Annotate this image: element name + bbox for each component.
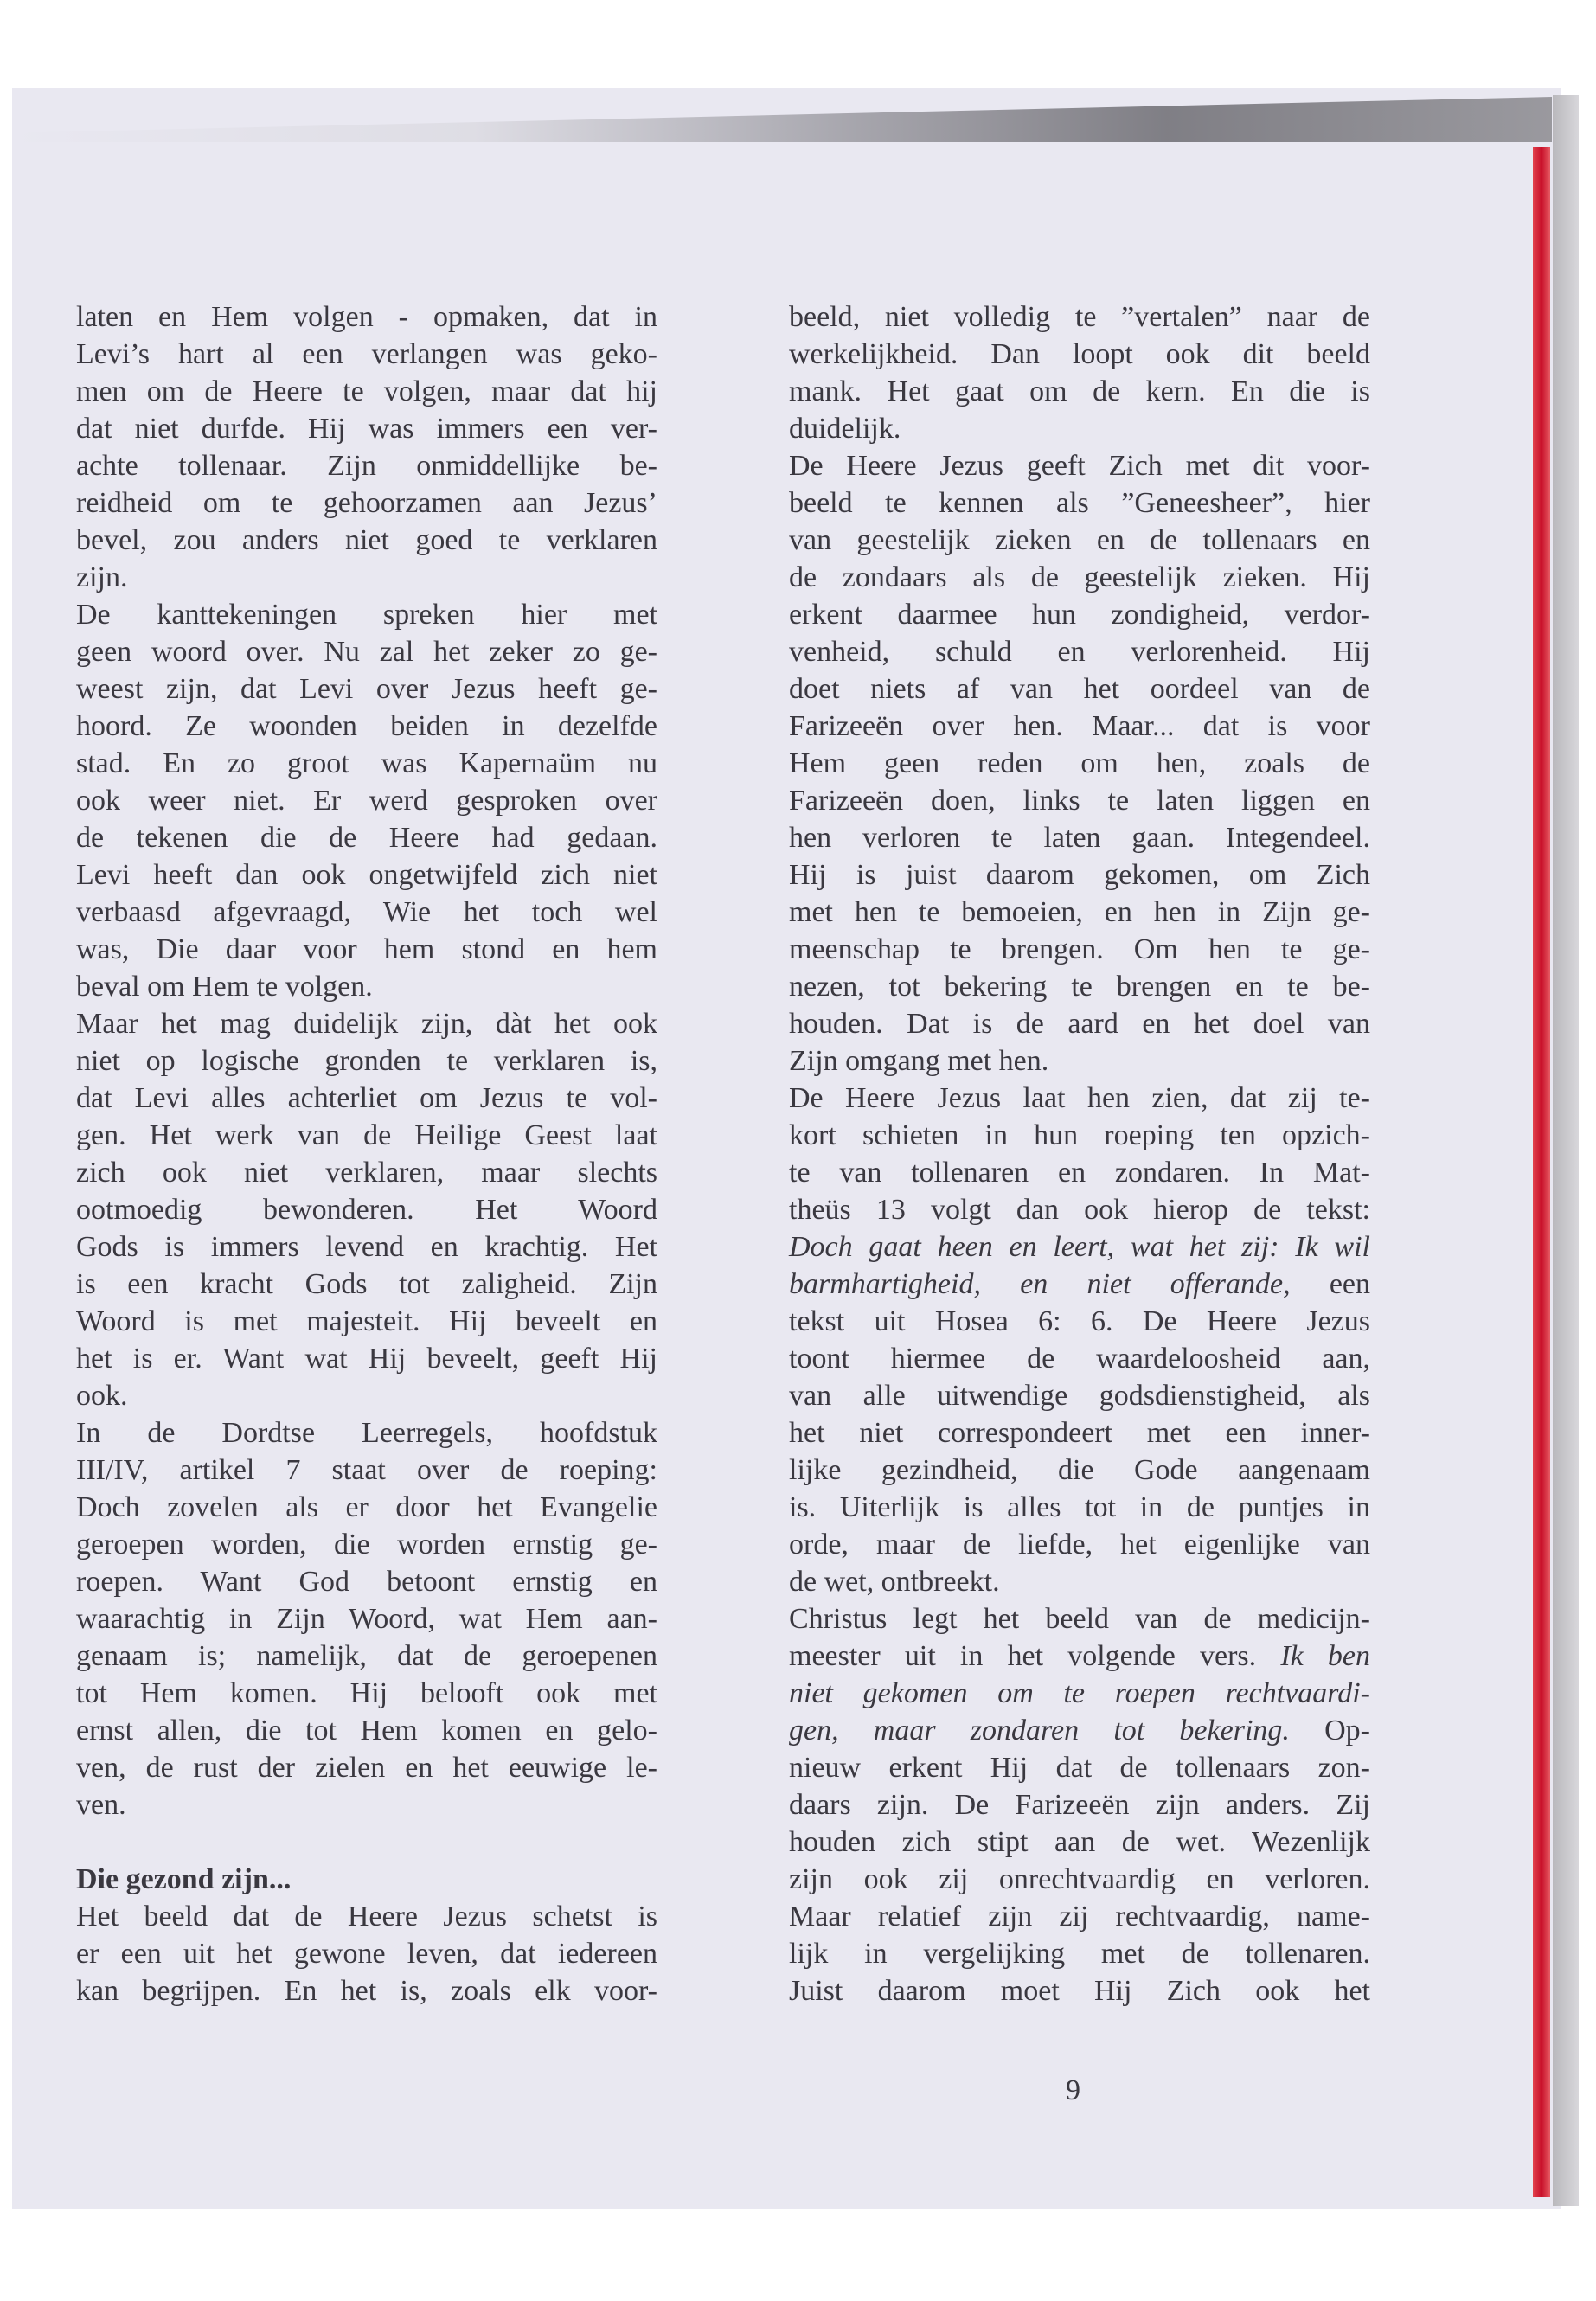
text-line xyxy=(76,1080,657,1117)
text-line xyxy=(789,1005,1370,1042)
text-segment: Christus legt het beeld van de medicijn- xyxy=(789,1603,1370,1635)
text-line xyxy=(789,298,1370,336)
page-number: 9 xyxy=(1066,2074,1080,2106)
text-segment: zich ook niet verklaren, maar slechts xyxy=(76,1157,657,1189)
text-segment: de wet, ontbreekt. xyxy=(789,1566,1000,1598)
text-segment: Hij is juist daarom gekomen, om Zich xyxy=(789,859,1370,891)
text-segment: het niet correspondeert met een inner- xyxy=(789,1417,1370,1449)
text-line xyxy=(789,633,1370,670)
text-segment: Op- xyxy=(1289,1715,1370,1747)
text-line xyxy=(789,819,1370,856)
text-segment: ook. xyxy=(76,1380,128,1412)
text-line xyxy=(76,819,657,856)
text-line xyxy=(789,1823,1370,1861)
text-segment: daars zijn. De Farizeeën zijn anders. Zij xyxy=(789,1789,1370,1821)
text-line xyxy=(789,931,1370,968)
text-line xyxy=(76,596,657,633)
text-line xyxy=(76,1935,657,1972)
text-line xyxy=(76,1117,657,1154)
text-line xyxy=(76,1526,657,1563)
text-line xyxy=(76,1749,657,1786)
section-heading xyxy=(76,1861,657,1898)
book-cover-red-edge xyxy=(1533,147,1550,2197)
text-segment: toont hiermee de waardeloosheid aan, xyxy=(789,1343,1370,1375)
text-line xyxy=(789,1452,1370,1489)
text-segment: III/IV, artikel 7 staat over de roeping: xyxy=(76,1454,657,1486)
text-segment: er een uit het gewone leven, dat iedereen xyxy=(76,1938,657,1970)
text-column-right xyxy=(789,298,1370,2009)
text-line xyxy=(76,1786,657,1823)
text-line xyxy=(76,1340,657,1377)
text-segment: duidelijk. xyxy=(789,413,901,445)
text-line xyxy=(76,1489,657,1526)
text-line xyxy=(76,1972,657,2009)
italic-quote: Doch gaat heen en leert, wat het zij: Ik wil xyxy=(789,1231,1370,1263)
text-segment: dat niet durfde. Hij was immers een ver- xyxy=(76,413,657,445)
text-segment: een xyxy=(1290,1268,1371,1300)
text-segment: Die gezond zijn... xyxy=(76,1863,292,1895)
text-segment: theüs 13 volgt dan ook hierop de tekst: xyxy=(789,1194,1370,1226)
italic-quote: gen, maar zondaren tot bekering. xyxy=(789,1715,1290,1747)
text-segment: reidheid om te gehoorzamen aan Jezus’ xyxy=(76,487,657,519)
text-segment: Zijn omgang met hen. xyxy=(789,1045,1049,1077)
text-segment: stad. En zo groot was Kapernaüm nu xyxy=(76,747,657,779)
text-line xyxy=(789,1228,1370,1266)
text-segment: kort schieten in hun roeping ten opzich- xyxy=(789,1119,1370,1151)
text-line xyxy=(789,1042,1370,1080)
text-segment: lijk in vergelijking met de tollenaren. xyxy=(789,1938,1370,1970)
scan-border-right xyxy=(1553,95,1579,2206)
text-segment: ernst allen, die tot Hem komen en gelo- xyxy=(76,1715,657,1747)
text-segment: de tekenen die de Heere had gedaan. xyxy=(76,822,657,854)
text-line xyxy=(789,522,1370,559)
italic-quote: barmhartigheid, en niet offerande, xyxy=(789,1268,1291,1300)
text-line xyxy=(789,1638,1370,1675)
text-line xyxy=(789,782,1370,819)
text-segment: Levi heeft dan ook ongetwijfeld zich niet xyxy=(76,859,657,891)
text-segment: In de Dordtse Leerregels, hoofdstuk xyxy=(76,1417,657,1449)
text-line xyxy=(789,447,1370,484)
text-line xyxy=(76,968,657,1005)
text-line xyxy=(789,1489,1370,1526)
text-segment: genaam is; namelijk, dat de geroepenen xyxy=(76,1640,657,1672)
text-line xyxy=(76,484,657,522)
text-line xyxy=(76,1303,657,1340)
text-line xyxy=(76,931,657,968)
text-segment: Maar relatief zijn zij rechtvaardig, name- xyxy=(789,1900,1370,1932)
text-segment: beeld te kennen als ”Geneesheer”, hier xyxy=(789,487,1370,519)
text-line xyxy=(789,894,1370,931)
text-line xyxy=(76,559,657,596)
text-segment: was, Die daar voor hem stond en hem xyxy=(76,933,657,965)
text-line xyxy=(76,1228,657,1266)
text-segment: nieuw erkent Hij dat de tollenaars zon- xyxy=(789,1752,1370,1784)
text-segment: houden. Dat is de aard en het doel van xyxy=(789,1008,1370,1040)
italic-quote: niet gekomen om te roepen rechtvaardi- xyxy=(789,1677,1370,1709)
text-segment: ootmoedig bewonderen. Het Woord xyxy=(76,1194,657,1226)
text-segment: Levi’s hart al een verlangen was geko- xyxy=(76,338,657,370)
text-segment: orde, maar de liefde, het eigenlijke van xyxy=(789,1529,1370,1561)
text-segment: verbaasd afgevraagd, Wie het toch wel xyxy=(76,896,657,928)
text-segment: hen verloren te laten gaan. Integendeel. xyxy=(789,822,1370,854)
text-segment: meenschap te brengen. Om hen te ge- xyxy=(789,933,1370,965)
text-line xyxy=(789,1675,1370,1712)
text-segment: kan begrijpen. En het is, zoals elk voor- xyxy=(76,1975,657,2007)
text-line xyxy=(76,1452,657,1489)
text-line xyxy=(789,1935,1370,1972)
text-line xyxy=(76,336,657,373)
text-line xyxy=(789,484,1370,522)
text-segment: waarachtig in Zijn Woord, wat Hem aan- xyxy=(76,1603,657,1635)
text-line xyxy=(789,1340,1370,1377)
text-segment: te van tollenaren en zondaren. In Mat- xyxy=(789,1157,1370,1189)
text-segment: ven. xyxy=(76,1789,126,1821)
text-segment: met hen te bemoeien, en hen in Zijn ge- xyxy=(789,896,1370,928)
text-line xyxy=(789,1117,1370,1154)
text-segment: mank. Het gaat om de kern. En die is xyxy=(789,375,1370,407)
text-line xyxy=(76,1154,657,1191)
text-segment: gen. Het werk van de Heilige Geest laat xyxy=(76,1119,657,1151)
text-segment: de zondaars als de geestelijk zieken. Hij xyxy=(789,561,1370,593)
text-line xyxy=(789,1749,1370,1786)
text-line xyxy=(789,1303,1370,1340)
text-segment: Hem geen reden om hen, zoals de xyxy=(789,747,1370,779)
text-line xyxy=(789,1266,1370,1303)
blank-line xyxy=(76,1823,657,1861)
text-line xyxy=(789,336,1370,373)
text-segment: werkelijkheid. Dan loopt ook dit beeld xyxy=(789,338,1370,370)
text-line xyxy=(789,1154,1370,1191)
text-line xyxy=(76,670,657,708)
text-line xyxy=(76,1266,657,1303)
text-segment: Het beeld dat de Heere Jezus schetst is xyxy=(76,1900,657,1932)
text-segment: laten en Hem volgen - opmaken, dat in xyxy=(76,301,657,333)
text-column-left xyxy=(76,298,657,2009)
text-segment: tot Hem komen. Hij belooft ook met xyxy=(76,1677,657,1709)
text-line xyxy=(789,1414,1370,1452)
text-segment: Juist daarom moet Hij Zich ook het xyxy=(789,1975,1370,2007)
text-line xyxy=(789,559,1370,596)
text-line xyxy=(76,1898,657,1935)
text-segment: erkent daarmee hun zondigheid, verdor- xyxy=(789,599,1370,631)
text-line xyxy=(789,745,1370,782)
text-segment: dat Levi alles achterliet om Jezus te vol- xyxy=(76,1082,657,1114)
text-line xyxy=(76,856,657,894)
text-segment: Maar het mag duidelijk zijn, dàt het ook xyxy=(76,1008,657,1040)
text-line xyxy=(789,670,1370,708)
text-line xyxy=(76,1414,657,1452)
text-line xyxy=(76,373,657,410)
text-line xyxy=(789,1526,1370,1563)
italic-quote: Ik ben xyxy=(1280,1640,1370,1672)
text-line xyxy=(789,1712,1370,1749)
text-segment: roepen. Want God betoont ernstig en xyxy=(76,1566,657,1598)
text-segment: geen woord over. Nu zal het zeker zo ge- xyxy=(76,636,657,668)
text-line xyxy=(76,633,657,670)
text-line xyxy=(789,373,1370,410)
text-segment: is. Uiterlijk is alles tot in de puntjes in xyxy=(789,1491,1370,1523)
text-line xyxy=(76,1712,657,1749)
text-segment: geroepen worden, die worden ernstig ge- xyxy=(76,1529,657,1561)
text-segment: het is er. Want wat Hij beveelt, geeft Hij xyxy=(76,1343,657,1375)
text-line xyxy=(789,856,1370,894)
text-line xyxy=(789,1972,1370,2009)
text-segment: De Heere Jezus geeft Zich met dit voor- xyxy=(789,450,1370,482)
text-segment: Farizeeën over hen. Maar... dat is voor xyxy=(789,710,1370,742)
text-line xyxy=(76,1675,657,1712)
text-segment: zijn. xyxy=(76,561,128,593)
text-segment: tekst uit Hosea 6: 6. De Heere Jezus xyxy=(789,1305,1370,1337)
text-segment: Doch zovelen als er door het Evangelie xyxy=(76,1491,657,1523)
text-line xyxy=(789,1563,1370,1600)
text-segment: bevel, zou anders niet goed te verklaren xyxy=(76,524,657,556)
text-line xyxy=(76,1005,657,1042)
text-line xyxy=(76,298,657,336)
text-segment: beval om Hem te volgen. xyxy=(76,971,373,1003)
text-line xyxy=(789,1080,1370,1117)
text-segment: achte tollenaar. Zijn onmiddellijke be- xyxy=(76,450,657,482)
text-line xyxy=(789,1898,1370,1935)
text-line xyxy=(76,745,657,782)
text-line xyxy=(789,968,1370,1005)
text-line xyxy=(76,1638,657,1675)
text-line xyxy=(789,410,1370,447)
text-segment: lijke gezindheid, die Gode aangenaam xyxy=(789,1454,1370,1486)
text-segment: nezen, tot bekering te brengen en te be- xyxy=(789,971,1370,1003)
text-segment: beeld, niet volledig te ”vertalen” naar de xyxy=(789,301,1370,333)
text-line xyxy=(789,1861,1370,1898)
text-segment: weest zijn, dat Levi over Jezus heeft ge- xyxy=(76,673,657,705)
text-line xyxy=(789,1191,1370,1228)
text-line xyxy=(76,894,657,931)
text-segment: houden zich stipt aan de wet. Wezenlijk xyxy=(789,1826,1370,1858)
text-segment: niet op logische gronden te verklaren is, xyxy=(76,1045,657,1077)
text-segment: ook weer niet. Er werd gesproken over xyxy=(76,785,657,817)
text-line xyxy=(789,1786,1370,1823)
text-segment: meester uit in het volgende vers. xyxy=(789,1640,1281,1672)
text-line xyxy=(789,1377,1370,1414)
text-line xyxy=(76,1042,657,1080)
text-segment: De Heere Jezus laat hen zien, dat zij te- xyxy=(789,1082,1370,1114)
text-line xyxy=(76,447,657,484)
text-segment: ven, de rust der zielen en het eeuwige le- xyxy=(76,1752,657,1784)
text-line xyxy=(789,596,1370,633)
text-line xyxy=(76,708,657,745)
text-segment: venheid, schuld en verlorenheid. Hij xyxy=(789,636,1370,668)
text-segment: doet niets af van het oordeel van de xyxy=(789,673,1370,705)
text-line xyxy=(76,522,657,559)
text-segment: is een kracht Gods tot zaligheid. Zijn xyxy=(76,1268,657,1300)
text-line xyxy=(76,1191,657,1228)
text-segment: hoord. Ze woonden beiden in dezelfde xyxy=(76,710,657,742)
text-line xyxy=(76,1563,657,1600)
text-segment: van geestelijk zieken en de tollenaars en xyxy=(789,524,1370,556)
text-line xyxy=(76,410,657,447)
text-line xyxy=(76,1600,657,1638)
text-line xyxy=(789,1600,1370,1638)
text-line xyxy=(76,782,657,819)
text-segment: men om de Heere te volgen, maar dat hij xyxy=(76,375,657,407)
text-segment: Gods is immers levend en krachtig. Het xyxy=(76,1231,657,1263)
text-line xyxy=(789,708,1370,745)
text-segment: Farizeeën doen, links te laten liggen en xyxy=(789,785,1370,817)
text-line xyxy=(76,1377,657,1414)
text-segment: zijn ook zij onrechtvaardig en verloren. xyxy=(789,1863,1370,1895)
text-segment: De kanttekeningen spreken hier met xyxy=(76,599,657,631)
text-segment: van alle uitwendige godsdienstigheid, als xyxy=(789,1380,1370,1412)
text-segment: Woord is met majesteit. Hij beveelt en xyxy=(76,1305,657,1337)
